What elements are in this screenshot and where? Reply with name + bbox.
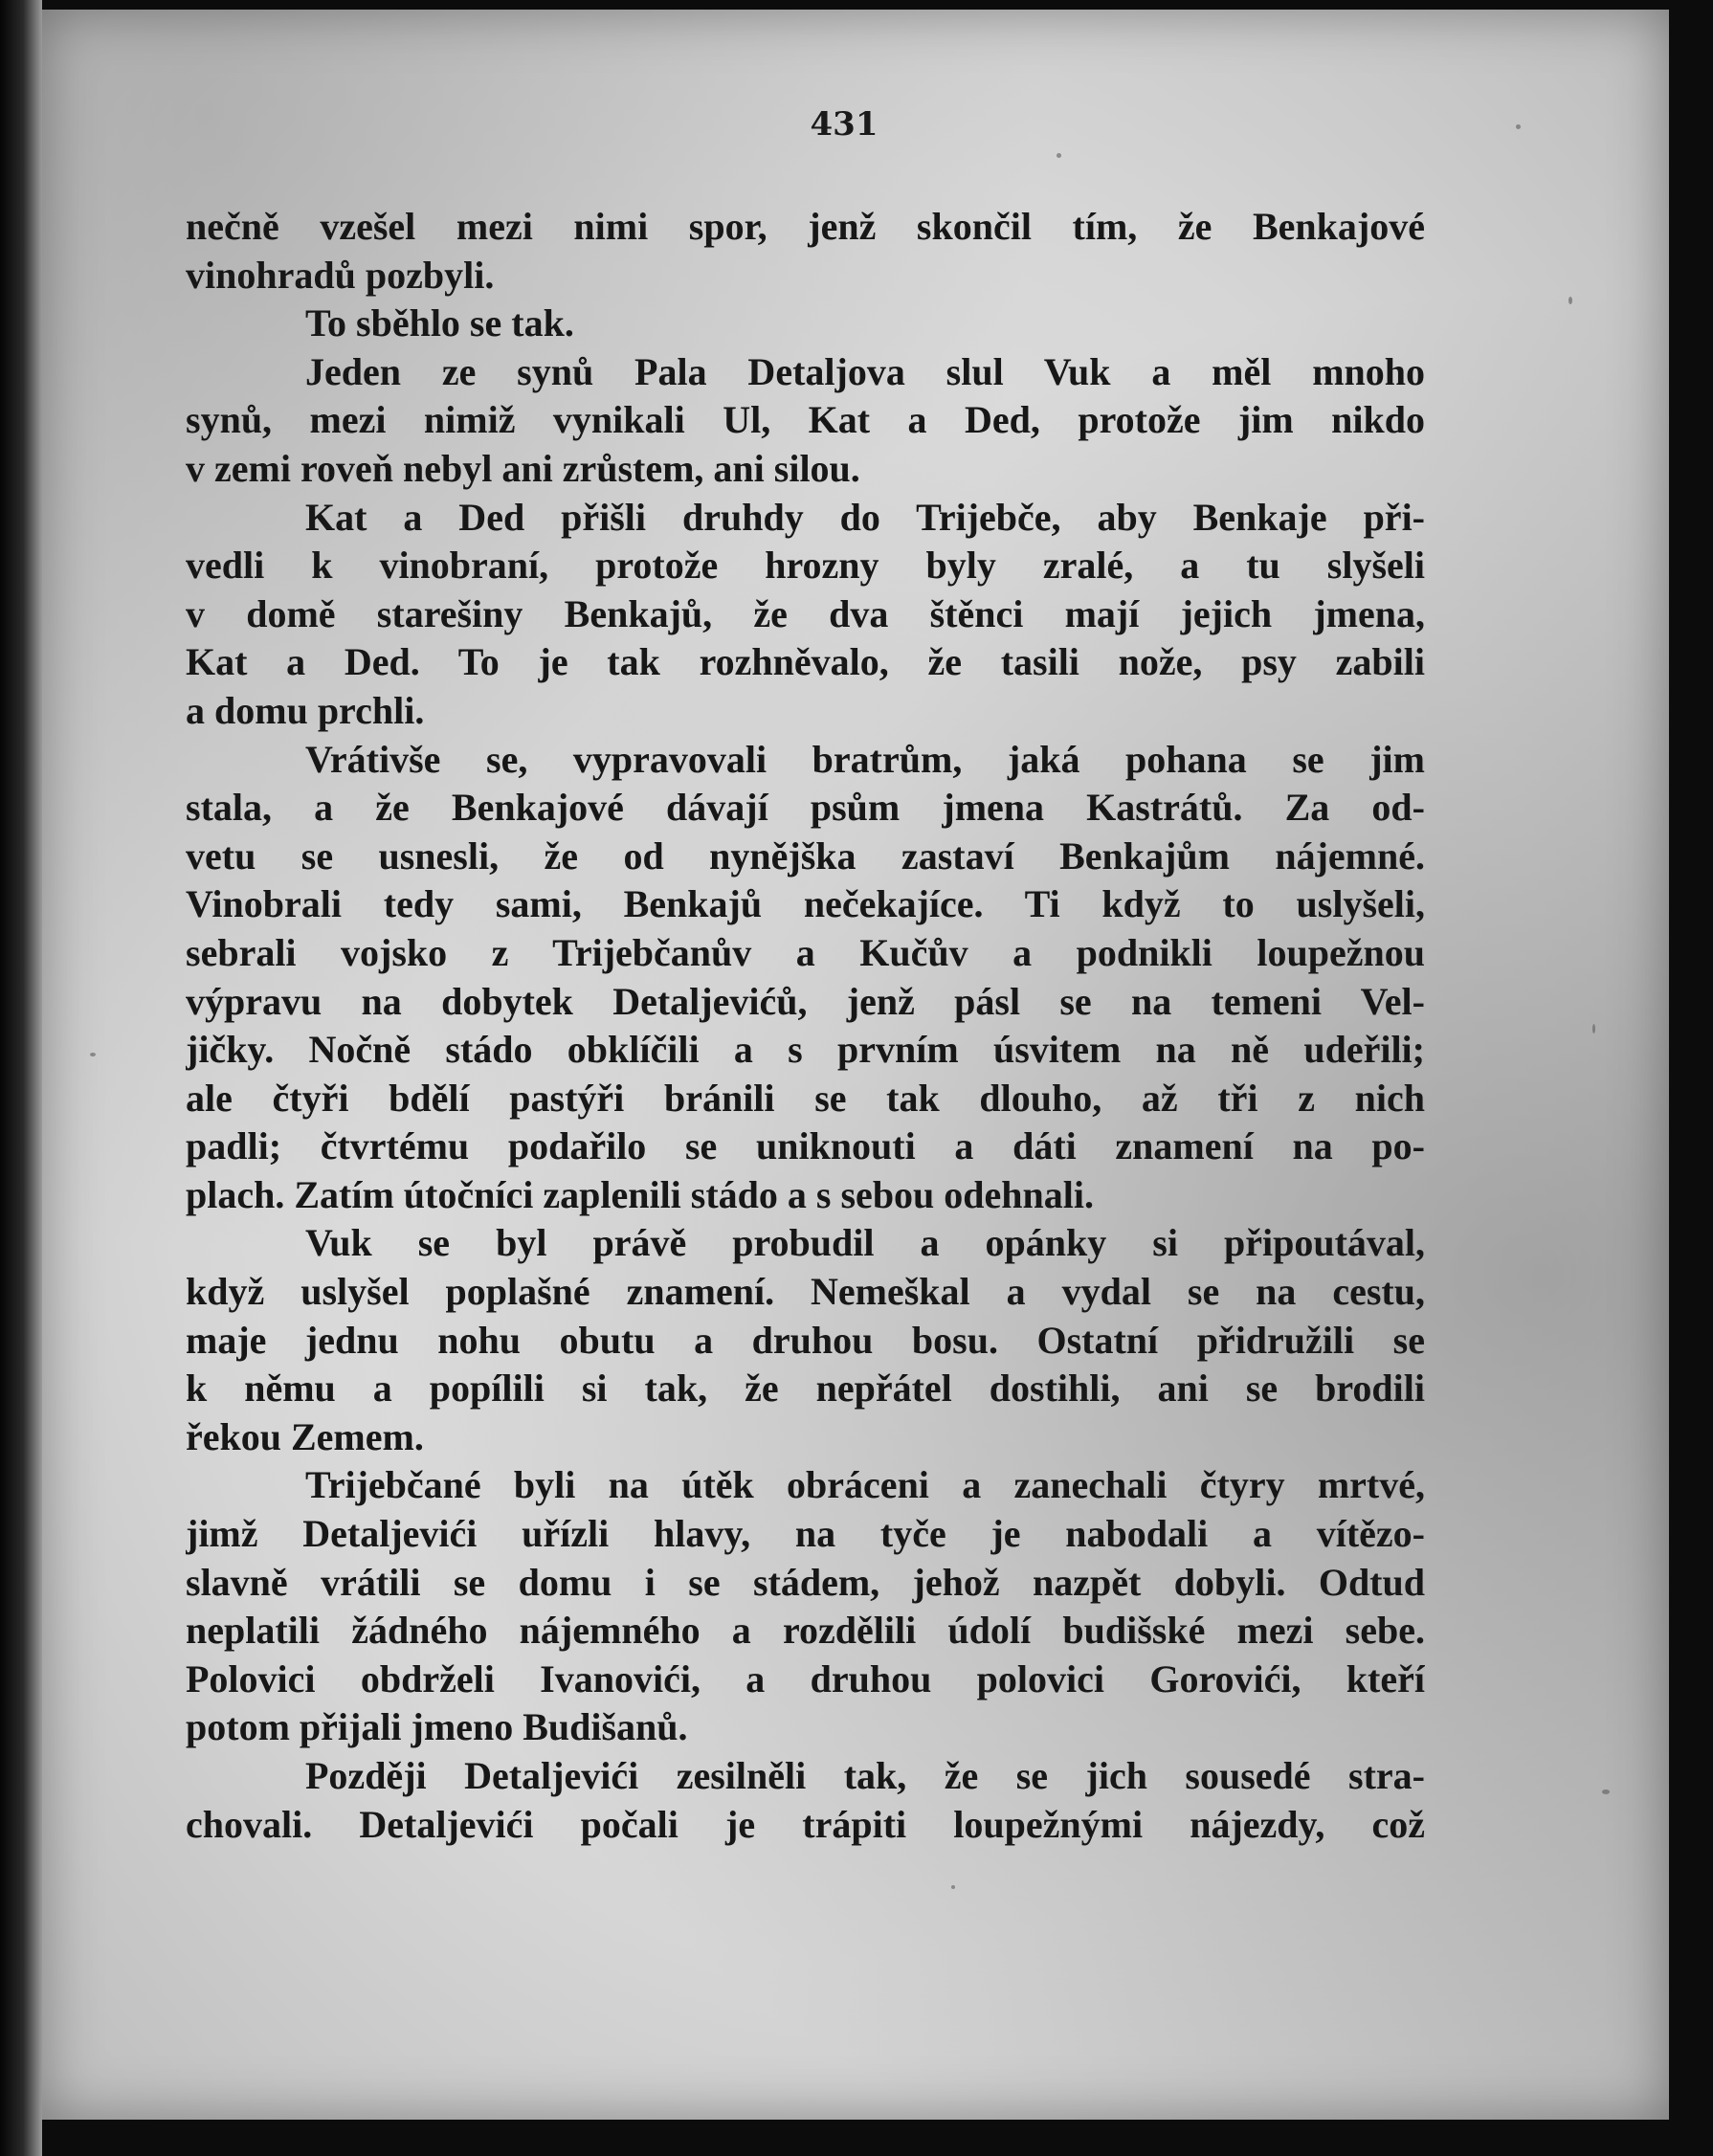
text-line: nečně vzešel mezi nimi spor, jenž skončil tím, že Benkajové — [186, 205, 1425, 248]
text-line: synů, mezi nimiž vynikali Ul, Kat a Ded, protože jim nikdo — [186, 398, 1425, 442]
text-line: maje jednu nohu obutu a druhou bosu. Ostatní přidružili se — [186, 1318, 1425, 1362]
text-line: slavně vrátili se domu i se stádem, jehož nazpět dobyli. Odtud — [186, 1560, 1425, 1604]
text-line: když uslyšel poplašné znamení. Nemeškal a vydal se na cestu, — [186, 1270, 1425, 1314]
ink-speck — [1516, 124, 1521, 129]
text-line: Vrátivše se, vypravovali bratrům, jaká pohana se jim — [305, 737, 1425, 781]
ink-speck — [951, 1885, 955, 1889]
page-number: 431 — [810, 105, 879, 144]
body-text — [186, 203, 1425, 1849]
text-line: Kat a Ded přišli druhdy do Trijebče, aby Benkaje při- — [305, 495, 1425, 539]
text-line: řekou Zemem. — [186, 1414, 424, 1458]
text-line: vetu se usnesli, že od nynějška zastaví Benkajům nájemné. — [186, 834, 1425, 878]
ink-speck — [1602, 1789, 1610, 1794]
text-line: ale čtyři bdělí pastýři bránili se tak dlouho, až tři z nich — [186, 1076, 1425, 1120]
text-line: potom přijali jmeno Budišanů. — [186, 1705, 688, 1749]
text-line: Jeden ze synů Pala Detaljova slul Vuk a měl mnoho — [305, 349, 1425, 393]
text-line: sebrali vojsko z Trijebčanův a Kučův a podnikli loupežnou — [186, 930, 1425, 974]
text-line: neplatili žádného nájemného a rozdělili údolí budišské mezi sebe. — [186, 1609, 1425, 1653]
text-line: jimž Detaljevići uřízli hlavy, na tyče je nabodali a vítězo- — [186, 1512, 1425, 1556]
text-line: Později Detaljevići zesilněli tak, že se jich sousedé stra- — [305, 1754, 1425, 1797]
ink-speck — [1057, 153, 1061, 158]
text-line: Kat a Ded. To je tak rozhněvalo, že tasili nože, psy zabili — [186, 640, 1425, 684]
text-line: stala, a že Benkajové dávají psům jmena Kastrátů. Za od- — [186, 786, 1425, 830]
text-line: To sběhlo se tak. — [305, 301, 574, 345]
text-line: k němu a popílili si tak, že nepřátel dostihli, ani se brodili — [186, 1367, 1425, 1411]
text-line: vedli k vinobraní, protože hrozny byly zralé, a tu slyšeli — [186, 544, 1425, 588]
text-line: jičky. Nočně stádo obklíčili a s prvním úsvitem na ně udeřili; — [186, 1028, 1425, 1072]
text-line: výpravu na dobytek Detaljevićů, jenž pásl se na temeni Vel- — [186, 979, 1425, 1023]
text-line: Polovici obdrželi Ivanovići, a druhou polovici Gorovići, kteří — [186, 1656, 1425, 1700]
text-line: v zemi roveň nebyl ani zrůstem, ani silou. — [186, 446, 860, 490]
ink-speck — [1568, 297, 1572, 304]
ink-speck — [90, 1053, 96, 1056]
ink-speck — [1592, 1024, 1595, 1034]
text-line: Trijebčané byli na útěk obráceni a zanechali čtyry mrtvé, — [305, 1463, 1425, 1507]
text-line: padli; čtvrtému podařilo se uniknouti a dáti znamení na po- — [186, 1124, 1425, 1168]
text-line: a domu prchli. — [186, 688, 425, 732]
page-binding-edge — [0, 0, 42, 2156]
text-line: plach. Zatím útočníci zaplenili stádo a s sebou odehnali. — [186, 1172, 1095, 1216]
text-line: Vinobrali tedy sami, Benkajů nečekajíce. Ti když to uslyšeli, — [186, 882, 1425, 926]
text-line: chovali. Detaljevići počali je trápiti loupežnými nájezdy, což — [186, 1802, 1425, 1846]
book-page — [42, 10, 1669, 2120]
text-line: v domě starešiny Benkajů, že dva štěnci mají jejich jmena, — [186, 591, 1425, 635]
text-line: Vuk se byl právě probudil a opánky si připoutával, — [305, 1221, 1425, 1265]
text-line: vinohradů pozbyli. — [186, 253, 495, 297]
